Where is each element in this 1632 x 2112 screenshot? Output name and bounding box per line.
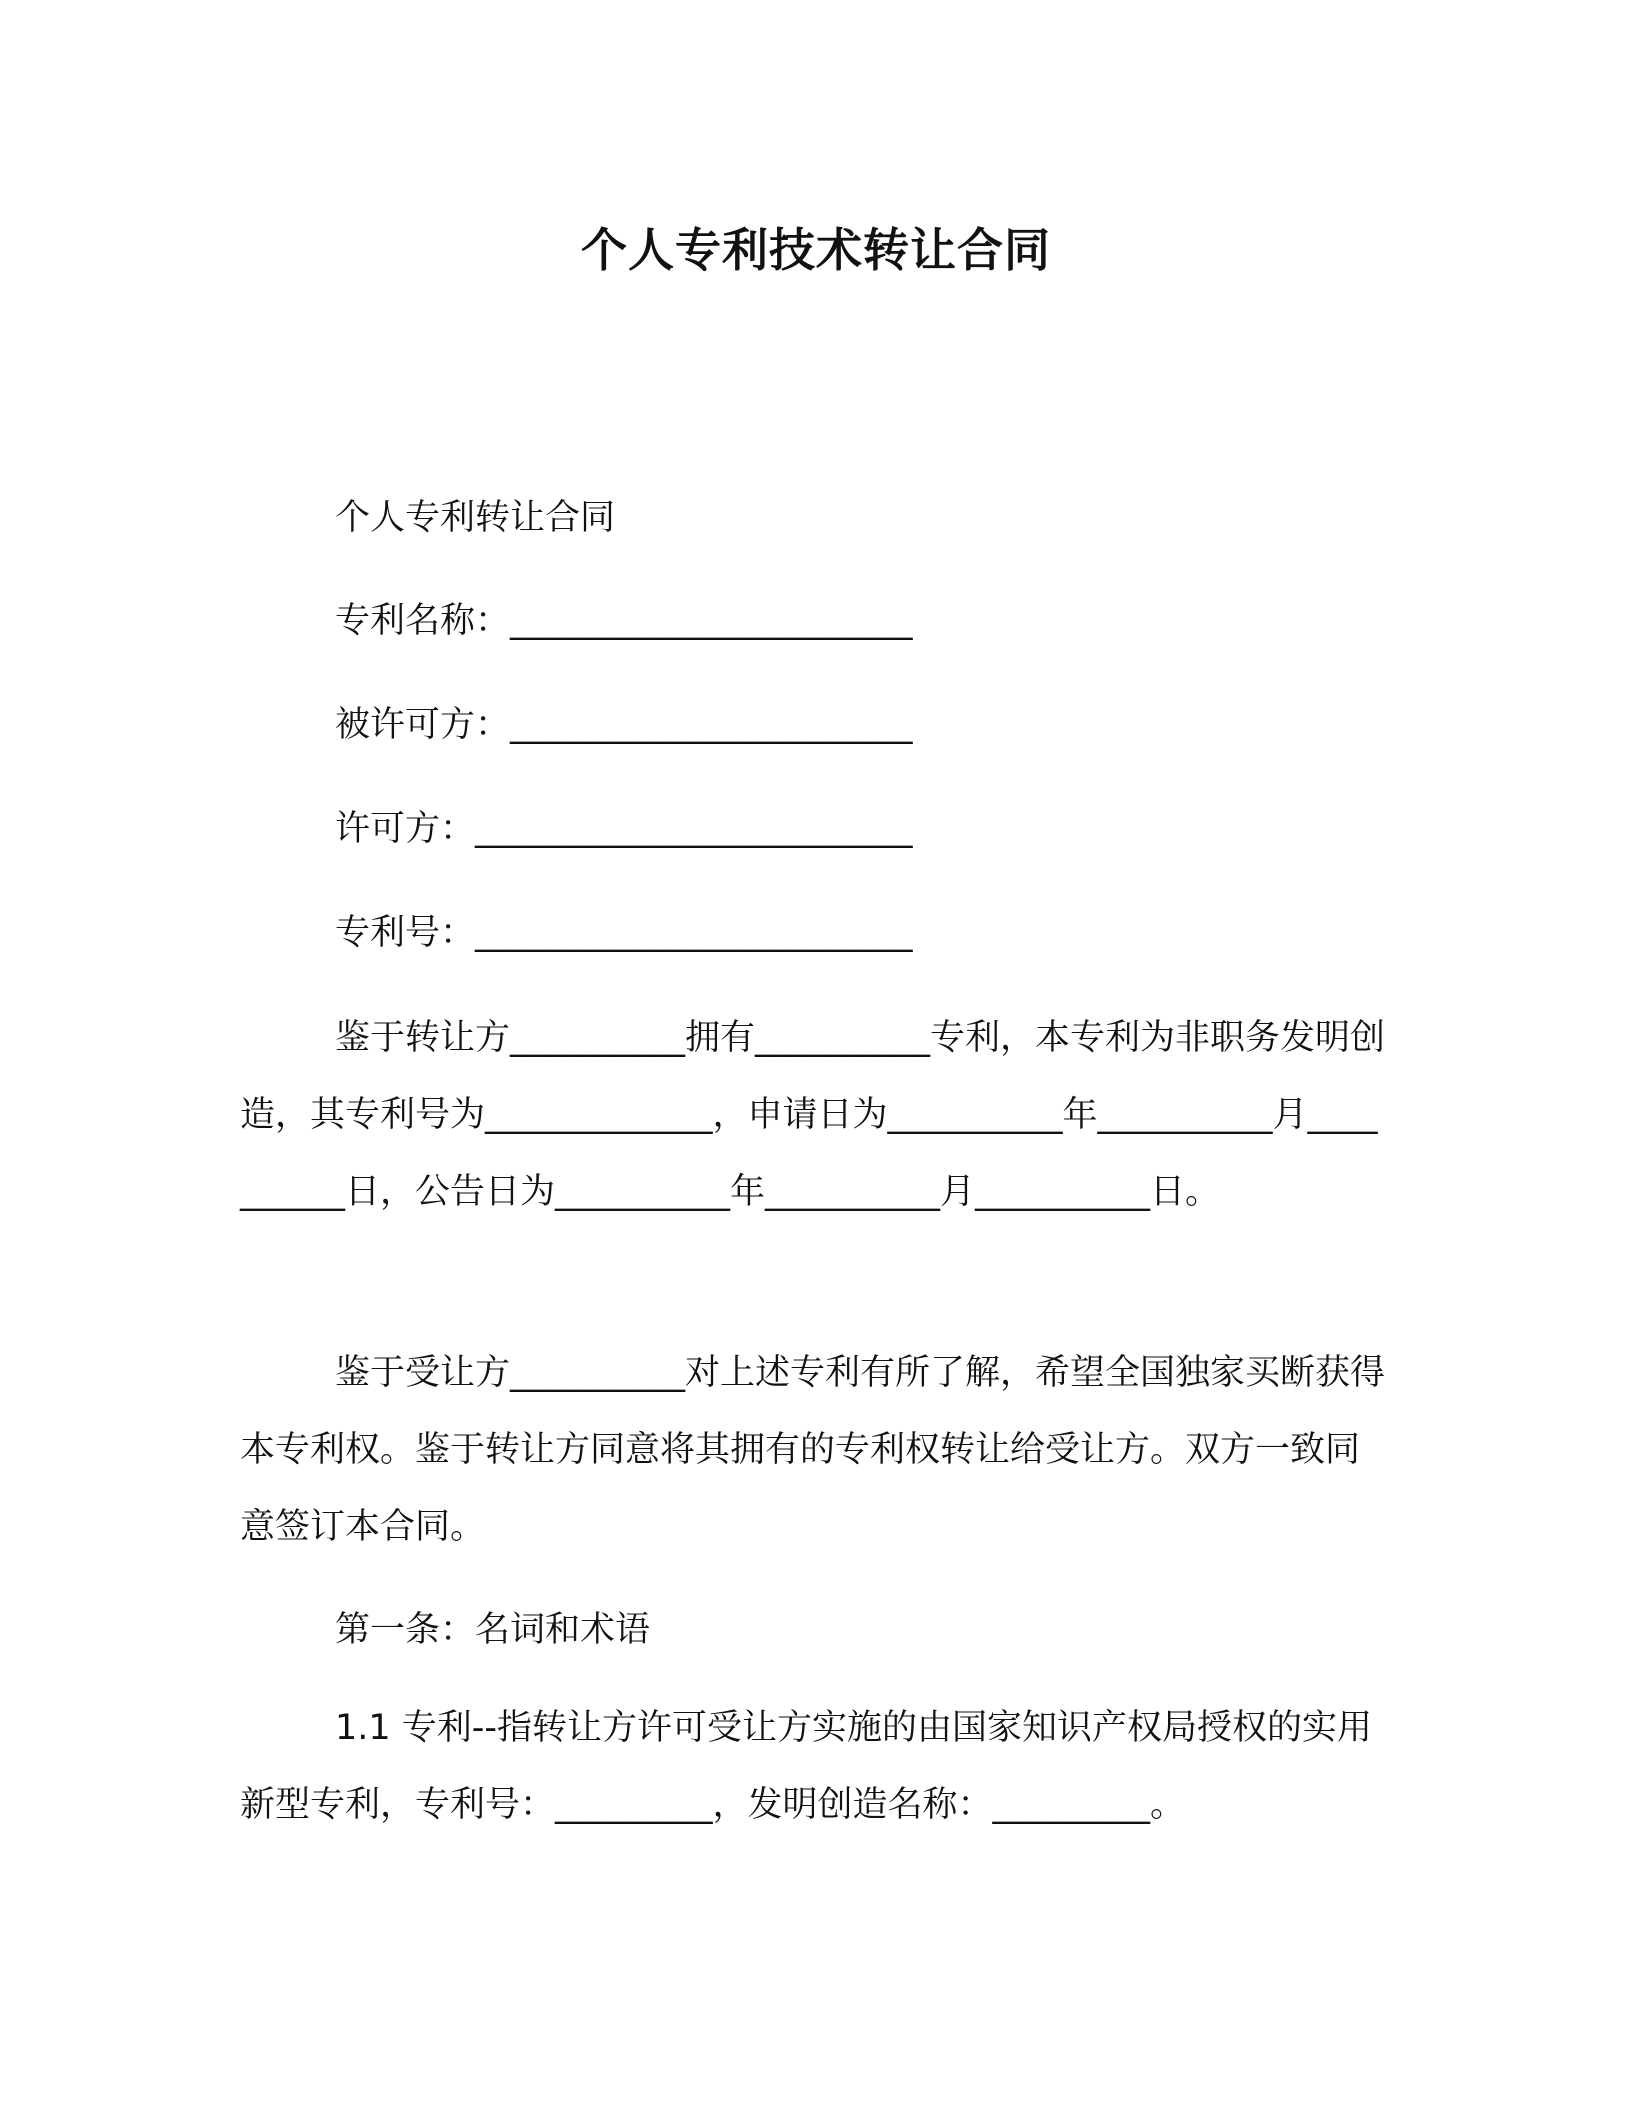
field-licensee: 被许可方：_______________________ <box>335 705 913 745</box>
field-patent-number: 专利号：_________________________ <box>335 913 913 953</box>
field-licensor: 许可方：_________________________ <box>335 809 913 849</box>
contract-subtitle: 个人专利转让合同 <box>335 498 616 538</box>
clause-1-1: 1.1 专利--指转让方许可受让方实施的由国家知识产权局授权的实用新型专利，专利号：_________，发明创造名称：_________。 <box>240 1708 1373 1825</box>
field-patent-name: 专利名称：_______________________ <box>335 601 913 641</box>
paragraph-transferor: 鉴于转让方__________拥有__________专利，本专利为非职务发明创造，其专利号为_____________，申请日为__________年__________月__________日，公告日为__________年__________月__________日。 <box>240 1018 1386 1212</box>
document-title: 个人专利技术转让合同 <box>581 223 1051 277</box>
paragraph-transferee: 鉴于受让方__________对上述专利有所了解，希望全国独家买断获得本专利权。鉴于转让方同意将其拥有的专利权转让给受让方。双方一致同意签订本合同。 <box>240 1353 1386 1547</box>
article-1-heading: 第一条：名词和术语 <box>335 1610 651 1650</box>
